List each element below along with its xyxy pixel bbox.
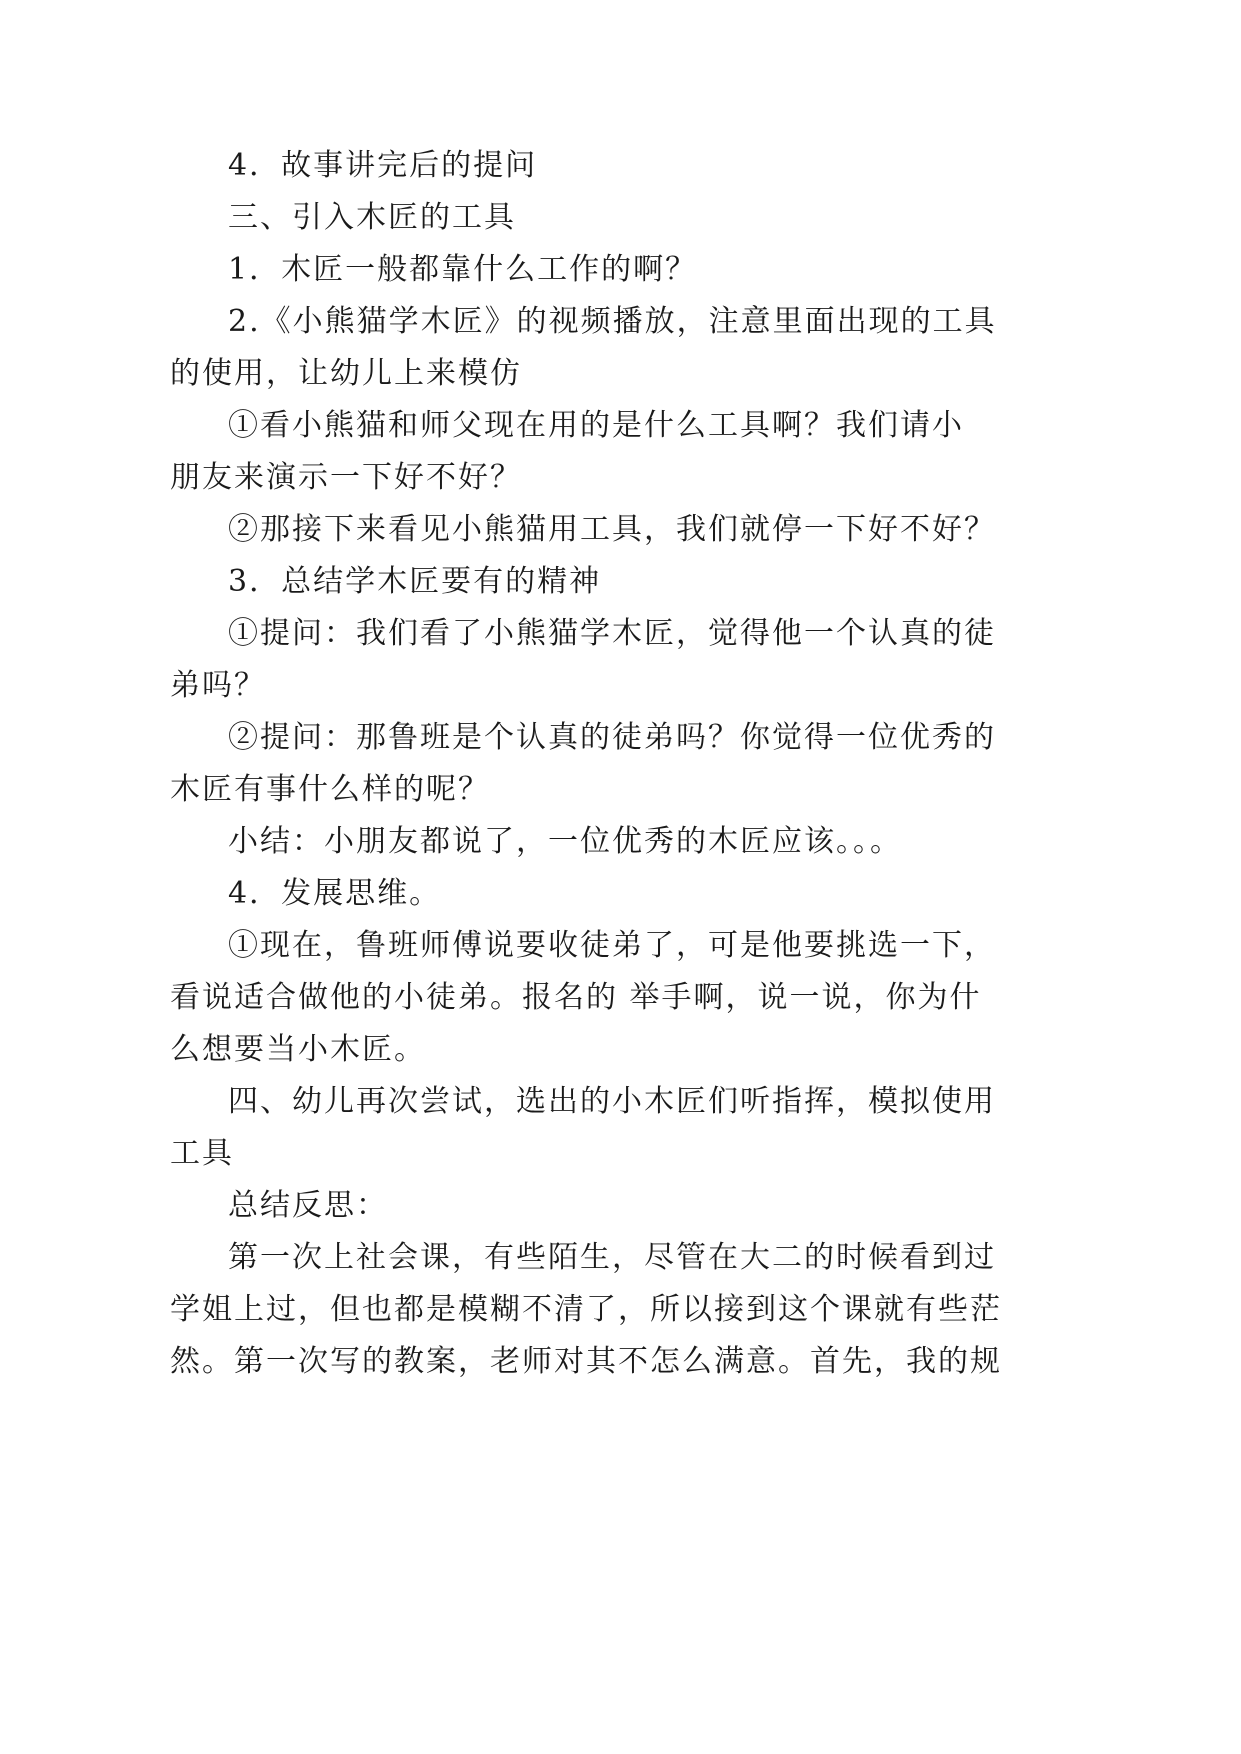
- item-3: 3．总结学木匠要有的精神: [228, 564, 602, 599]
- sub-item-4-1: ①现在，鲁班师傅说要收徒弟了，可是他要挑选一下，: [228, 928, 996, 963]
- item-2: 2.《小熊猫学木匠》的视频播放，注意里面出现的工具: [228, 304, 997, 339]
- summary-line: 小结：小朋友都说了，一位优秀的木匠应该。。。: [228, 824, 902, 859]
- sub-item-3-2-cont: 木匠有事什么样的呢？: [170, 772, 490, 807]
- reflection-para-1-cont-b: 然。第一次写的教案，老师对其不怎么满意。首先，我的规: [170, 1344, 1002, 1379]
- section-heading-4: 四、幼儿再次尝试，选出的小木匠们听指挥，模拟使用: [228, 1084, 996, 1119]
- sub-item-3-1-cont: 弟吗？: [170, 668, 266, 703]
- item-4: 4．发展思维。: [228, 876, 442, 911]
- reflection-para-1: 第一次上社会课，有些陌生，尽管在大二的时候看到过: [228, 1240, 996, 1275]
- reflection-para-1-cont-a: 学姐上过，但也都是模糊不清了，所以接到这个课就有些茫: [170, 1292, 1002, 1327]
- section-heading-3: 三、引入木匠的工具: [228, 200, 516, 235]
- sub-item-4-1-cont-a: 看说适合做他的小徒弟。报名的 举手啊，说一说，你为什: [170, 980, 982, 1015]
- section-heading-4-cont: 工具: [170, 1136, 234, 1171]
- sub-item-1-cont: 朋友来演示一下好不好？: [170, 460, 522, 495]
- sub-item-3-2: ②提问：那鲁班是个认真的徒弟吗？你觉得一位优秀的: [228, 720, 996, 755]
- sub-item-3-1: ①提问：我们看了小熊猫学木匠，觉得他一个认真的徒: [228, 616, 996, 651]
- reflection-heading: 总结反思：: [228, 1188, 388, 1223]
- item-1: 1．木匠一般都靠什么工作的啊？: [228, 252, 698, 287]
- sub-item-4-1-cont-b: 么想要当小木匠。: [170, 1032, 426, 1067]
- item-2-cont: 的使用，让幼儿上来模仿: [170, 356, 522, 391]
- sub-item-1: ①看小熊猫和师父现在用的是什么工具啊？我们请小: [228, 408, 964, 443]
- sub-item-2: ②那接下来看见小熊猫用工具，我们就停一下好不好？: [228, 512, 996, 547]
- line-q4: 4．故事讲完后的提问: [228, 148, 538, 183]
